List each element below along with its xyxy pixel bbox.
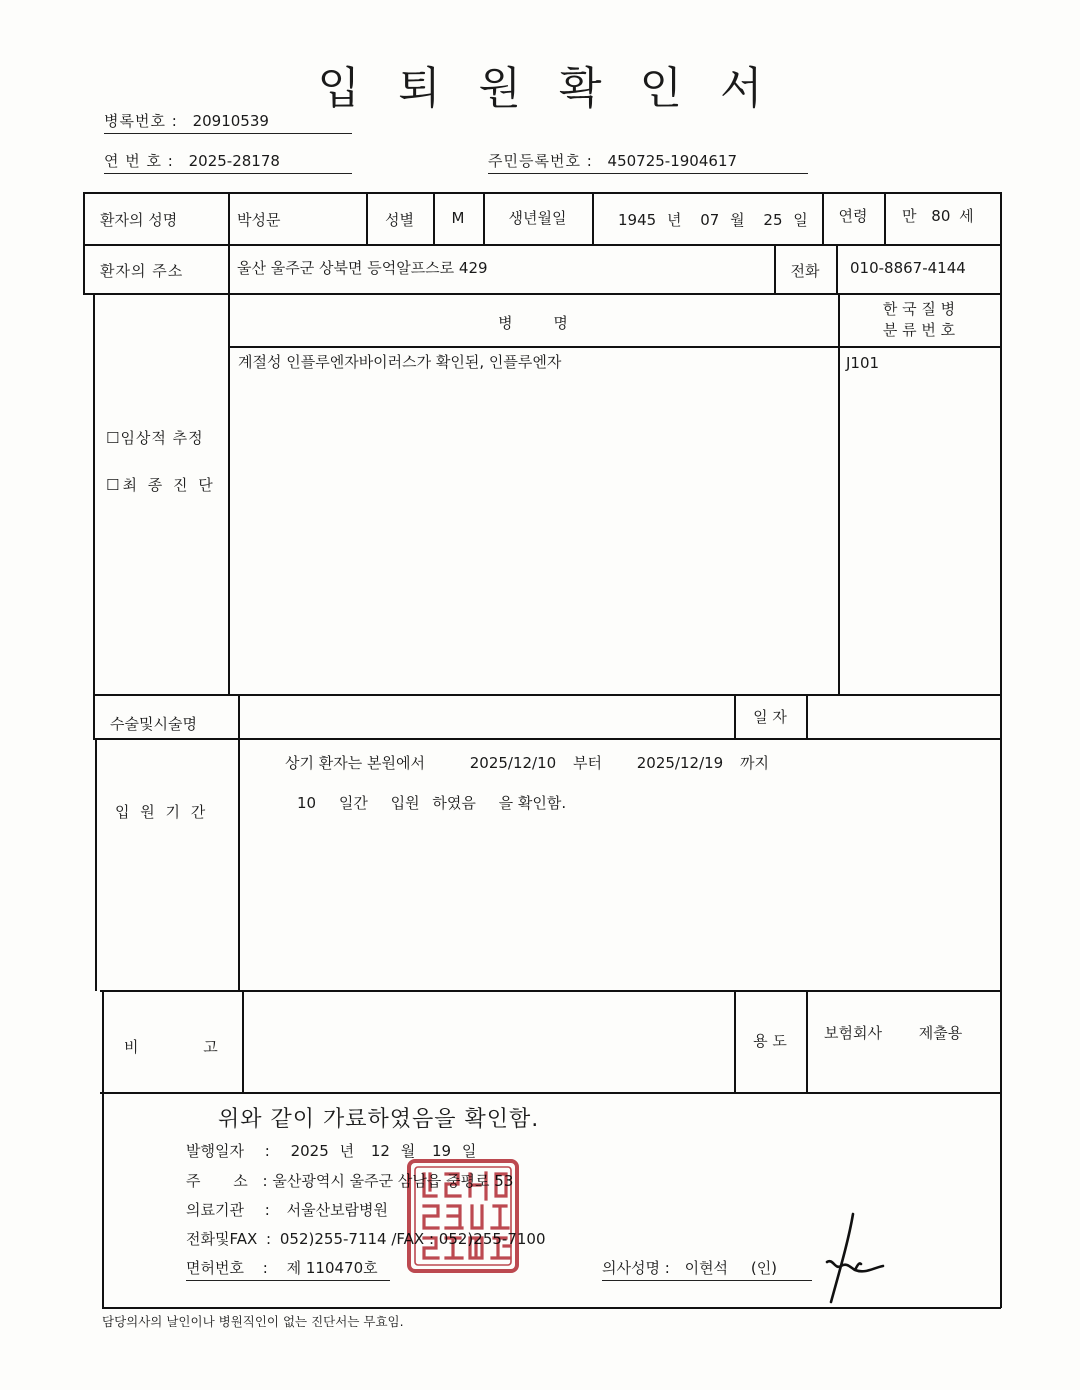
institution-row: 의료기관 : 서울산보람병원: [186, 1201, 389, 1219]
birth-month: 07: [700, 211, 720, 229]
hospital-seal-stamp: [406, 1158, 520, 1274]
issue-month: 12: [370, 1142, 390, 1160]
disease-code-header: 한 국 질 병 분 류 번 호: [882, 300, 956, 339]
clinical-estimate-checkbox: ☐임상적 추정: [106, 429, 204, 447]
record-number-row: [104, 110, 352, 134]
patient-name-label: 환자의 성명: [100, 211, 178, 229]
doctor-signature: [815, 1208, 887, 1306]
patient-name-value: 박성문: [237, 211, 281, 229]
issue-day: 19: [432, 1142, 452, 1160]
serial-number-label: 연 번 호 :: [104, 152, 174, 170]
address-value: 울산 울주군 상북면 등억알프스로 429: [237, 259, 488, 277]
surgery-date-label: 일 자: [753, 708, 787, 726]
admission-sentence: 상기 환자는 본원에서 2025/12/10 부터 2025/12/19 까지: [285, 754, 769, 772]
final-diagnosis-checkbox: ☐최 종 진 단: [106, 476, 216, 494]
birth-day: 25: [763, 211, 783, 229]
seal-mark: (인): [750, 1259, 778, 1277]
validity-footer-note: 담당의사의 날인이나 병원직인이 없는 진단서는 무효임.: [102, 1314, 404, 1329]
disease-name-header: 병 명: [498, 314, 568, 332]
age-label: 연령: [838, 207, 868, 225]
resident-number-row: [488, 150, 808, 174]
document-title: 입퇴원확인서: [317, 63, 801, 114]
admission-start: 2025/12/10: [469, 754, 557, 772]
sex-value: M: [451, 209, 465, 227]
serial-number-value: 2025-28178: [188, 152, 280, 170]
diagnosis-code: J101: [846, 354, 880, 372]
birth-year: 1945: [618, 211, 657, 229]
license-number: 제 110470호: [286, 1259, 378, 1277]
issue-year: 2025: [290, 1142, 329, 1160]
record-number-value: 20910539: [192, 112, 269, 130]
institution-name: 서울산보람병원: [286, 1201, 389, 1219]
admission-days: 10: [297, 794, 317, 812]
phone-label: 전화: [790, 262, 820, 280]
birth-label: 생년월일: [508, 209, 567, 227]
confirmation-statement: 위와 같이 가료하였음을 확인함.: [218, 1107, 540, 1132]
admission-end: 2025/12/19: [636, 754, 724, 772]
phone-fax-value: 052)255-7114 /FAX : 052)255-7100: [279, 1230, 546, 1248]
record-number-label: 병록번호 :: [104, 112, 178, 130]
age-value: 만 80 세: [902, 207, 974, 225]
doctor-row: 의사성명 : 이현석 (인): [602, 1257, 812, 1281]
remarks-label: 비 고: [124, 1038, 218, 1056]
admission-period-label: 입 원 기 간: [115, 803, 209, 821]
resident-number-label: 주민등록번호 :: [488, 152, 593, 170]
diagnosis-text: 계절성 인플루엔자바이러스가 확인된, 인플루엔자: [238, 353, 562, 371]
hospital-address-row: 주 소 : 울산광역시 울주군 삼남읍 중평로 53: [186, 1172, 514, 1190]
address-label: 환자의 주소: [100, 262, 184, 280]
surgery-label: 수술및시술명: [110, 715, 197, 733]
sex-label: 성별: [385, 211, 414, 229]
usage-label: 용 도: [753, 1032, 787, 1050]
resident-number-value: 450725-1904617: [607, 152, 738, 170]
phone-value: 010-8867-4144: [850, 259, 966, 277]
birth-date: 1945 년 07 월 25 일: [618, 211, 808, 229]
hospital-address: 울산광역시 울주군 삼남읍 중평로 53: [272, 1172, 514, 1190]
issue-date-row: 발행일자 : 2025 년 12 월 19 일: [186, 1142, 477, 1160]
phone-fax-row: 전화및FAX : 052)255-7114 /FAX : 052)255-7100: [186, 1230, 546, 1248]
admission-days-sentence: 10 일간 입원 하였음 을 확인함.: [297, 794, 567, 812]
usage-value: 보험회사 제출용: [824, 1024, 963, 1042]
doctor-name: 이현석: [684, 1259, 729, 1277]
serial-number-row: [104, 150, 352, 174]
license-row: 면허번호 : 제 110470호: [186, 1257, 390, 1281]
